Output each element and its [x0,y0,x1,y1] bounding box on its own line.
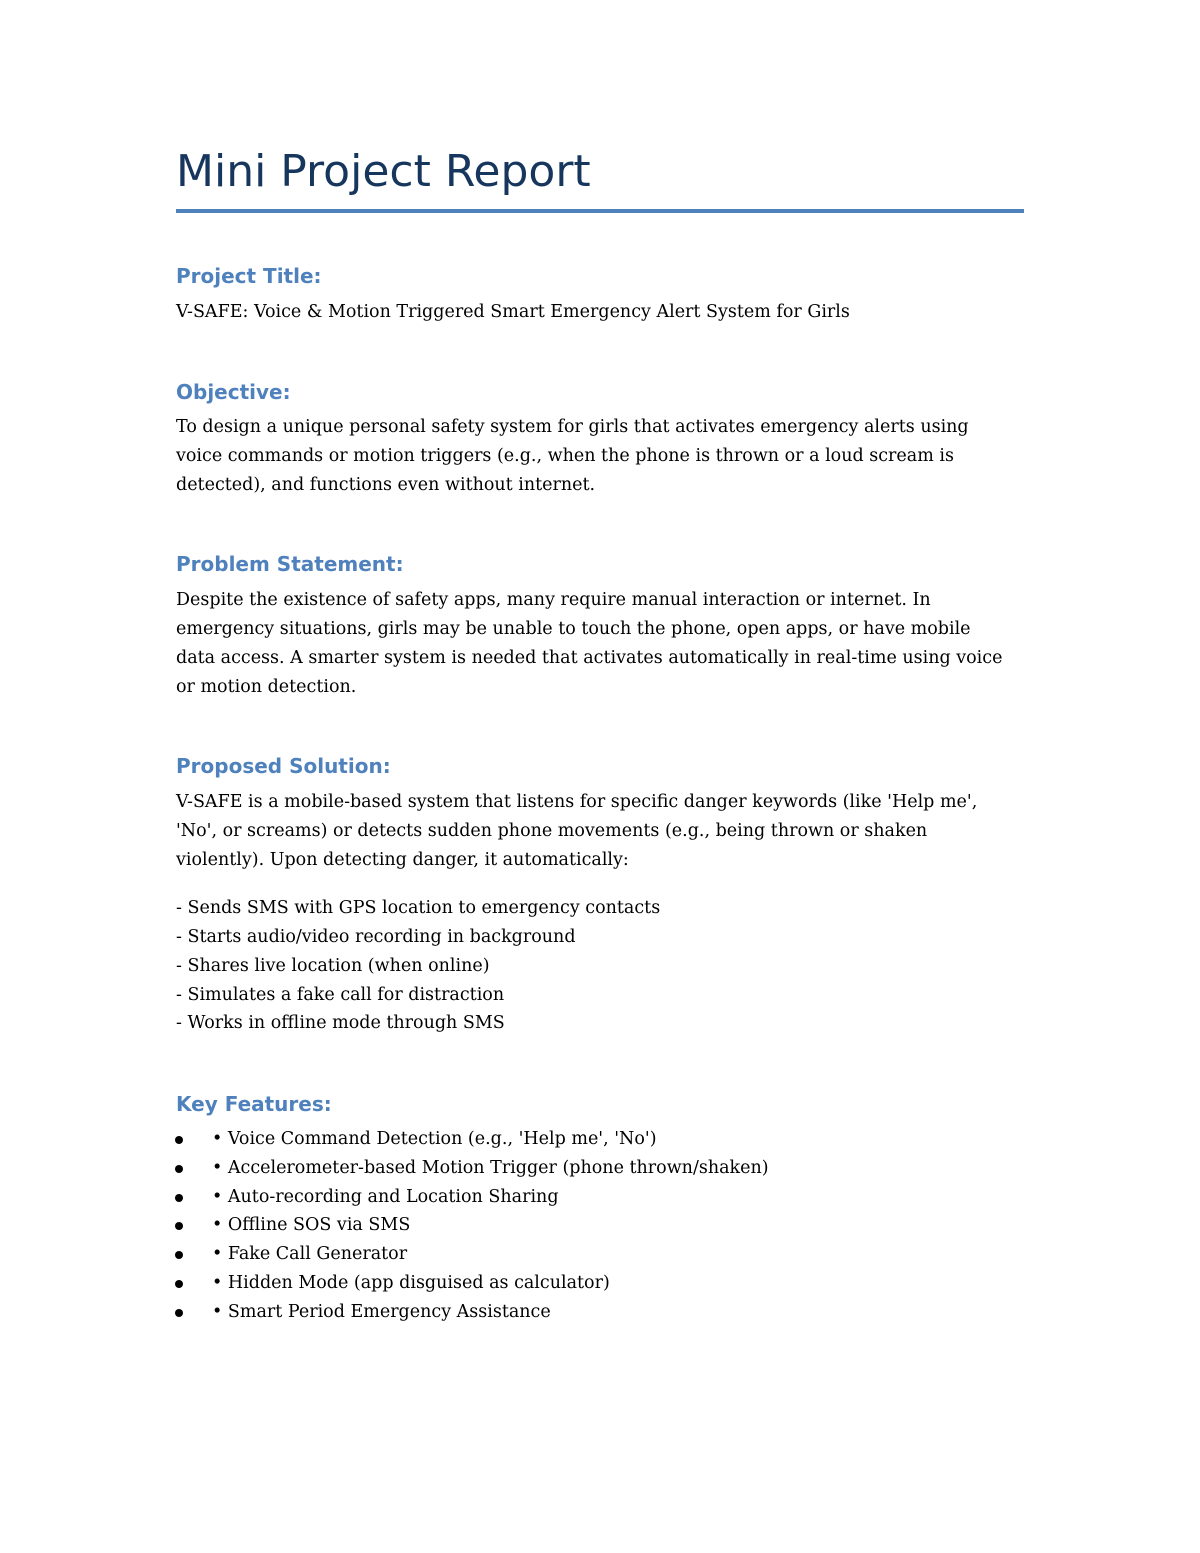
solution-action: - Starts audio/video recording in background [176,927,576,947]
bullet-icon [175,1136,183,1144]
feature-item: • Auto-recording and Location Sharing [212,1187,559,1207]
bullet-icon [175,1165,183,1173]
objective-line: To design a unique personal safety system for girls that activates emergency alerts using [176,417,969,437]
bullet-icon [175,1309,183,1317]
heading-key-features: Key Features: [176,1092,332,1116]
objective-line: detected), and functions even without internet. [176,475,596,495]
problem-line: Despite the existence of safety apps, many require manual interaction or internet. In [176,590,931,610]
project-title-text: V-SAFE: Voice & Motion Triggered Smart Emergency Alert System for Girls [176,302,850,322]
solution-line: 'No', or screams) or detects sudden phone movements (e.g., being thrown or shaken [176,821,928,841]
solution-action: - Simulates a fake call for distraction [176,985,505,1005]
problem-line: data access. A smarter system is needed that activates automatically in real-time using voice [176,648,1003,668]
solution-line: violently). Upon detecting danger, it automatically: [176,850,629,870]
solution-action: - Works in offline mode through SMS [176,1013,505,1033]
bullet-icon [175,1251,183,1259]
feature-item: • Fake Call Generator [212,1244,408,1264]
objective-line: voice commands or motion triggers (e.g., when the phone is thrown or a loud scream is [176,446,954,466]
heading-problem-statement: Problem Statement: [176,552,404,576]
bullet-icon [175,1194,183,1202]
bullet-icon [175,1222,183,1230]
feature-item: • Offline SOS via SMS [212,1215,411,1235]
feature-item: • Hidden Mode (app disguised as calculator) [212,1273,610,1293]
title-underline [176,209,1024,213]
feature-item: • Accelerometer-based Motion Trigger (phone thrown/shaken) [212,1158,769,1178]
solution-action: - Shares live location (when online) [176,956,490,976]
solution-action: - Sends SMS with GPS location to emergency contacts [176,898,661,918]
document-title: Mini Project Report [176,146,591,197]
problem-line: or motion detection. [176,677,357,697]
solution-line: V-SAFE is a mobile-based system that listens for specific danger keywords (like 'Help me', [176,792,978,812]
feature-item: • Voice Command Detection (e.g., 'Help me', 'No') [212,1129,657,1149]
feature-item: • Smart Period Emergency Assistance [212,1302,551,1322]
heading-proposed-solution: Proposed Solution: [176,754,391,778]
heading-objective: Objective: [176,380,291,404]
problem-line: emergency situations, girls may be unable to touch the phone, open apps, or have mobile [176,619,971,639]
bullet-icon [175,1280,183,1288]
heading-project-title: Project Title: [176,264,322,288]
